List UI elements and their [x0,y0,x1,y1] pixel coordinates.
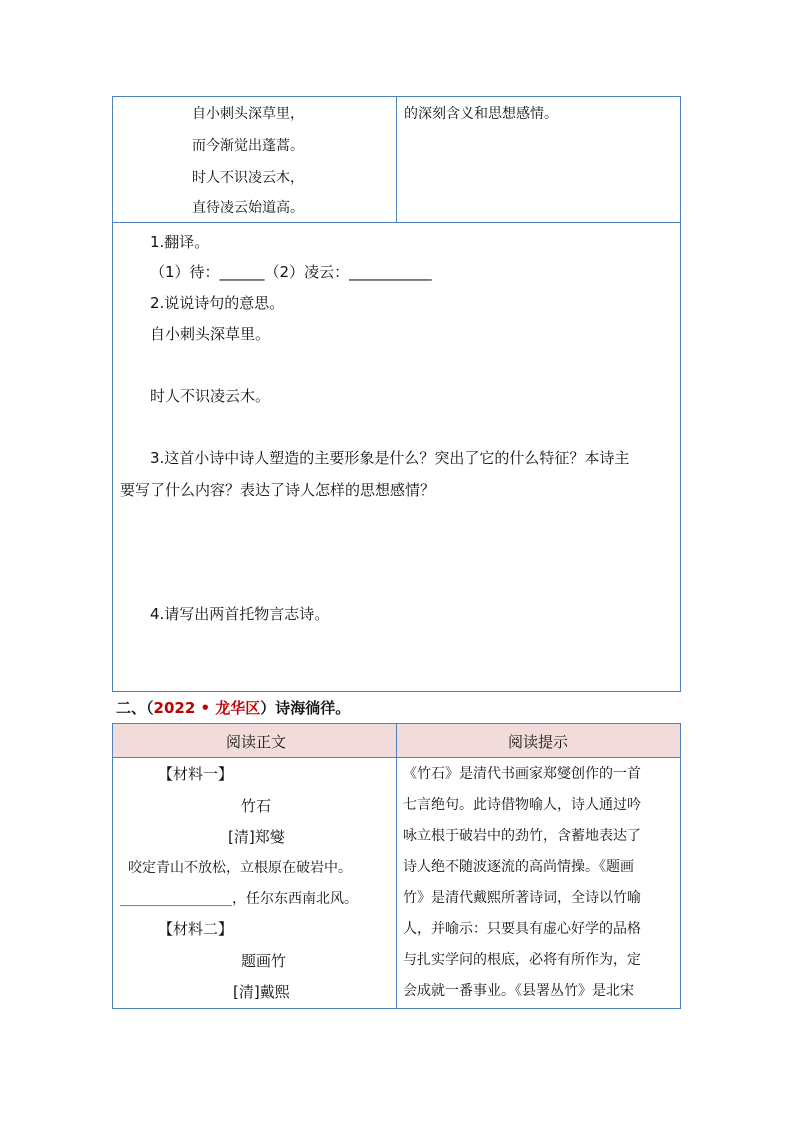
poem-1-title: 竹石 [241,797,272,815]
hint-line-6: 人，并喻示：只要具有虚心好学的品格 [403,921,641,937]
poem-line-1: 自小刺头深草里， [192,106,304,122]
table2-column-divider [396,723,397,1009]
question-1: 1.翻译。 [150,233,210,251]
material-1-label: 【材料一】 [158,765,234,783]
table1-column-divider [396,96,397,222]
question-4: 4.请写出两首托物言志诗。 [150,605,330,623]
header-reading-text: 阅读正文 [226,733,287,751]
table2-header-divider [112,757,681,758]
poem-line-2: 而今渐觉出蓬蒿。 [192,138,304,154]
section-2-suffix: ）诗海徜徉。 [260,699,351,717]
poem-line-4: 直待凌云始道高。 [192,200,304,216]
poem-1-blank: ________________ [120,891,232,907]
poem-2-title: 题画竹 [241,952,287,970]
question-2: 2.说说诗句的意思。 [150,294,285,312]
question-1-blanks: （1）待：______（2）凌云：___________ [150,263,432,281]
header-reading-hint: 阅读提示 [508,733,569,751]
hint-line-1: 《竹石》是清代书画家郑燮创作的一首 [403,766,641,782]
poem-1-author: [清]郑燮 [228,828,285,846]
question-3-line-2: 要写了什么内容？表达了诗人怎样的思想感情？ [120,481,436,499]
poem-line-3: 时人不识凌云木， [192,170,304,186]
poem-1-line-1: 咬定青山不放松，立根原在破岩中。 [128,860,352,876]
hint-line-3: 咏立根于破岩中的劲竹，含蓄地表达了 [403,828,641,844]
poem-1-line-2-text: ，任尔东西南北风。 [232,891,358,907]
section-2-source: 2022 • 龙华区 [153,699,261,717]
material-2-label: 【材料二】 [158,920,234,938]
section-2-heading [116,698,350,718]
hint-line-8: 会成就一番事业。《县署丛竹》是北宋 [403,983,634,999]
hint-line-7: 与扎实学问的根底，必将有所作为，定 [403,952,641,968]
poem-1-line-2 [120,889,358,909]
reading-hint-continuation: 的深刻含义和思想感情。 [404,106,558,122]
section-2-prefix: 二、（ [116,699,154,717]
table1-row-divider [112,222,681,223]
hint-line-5: 竹》是清代戴熙所著诗词，全诗以竹喻 [403,890,641,906]
question-3-line-1: 3.这首小诗中诗人塑造的主要形象是什么？突出了它的什么特征？本诗主 [150,449,630,467]
question-2-line-a: 自小刺头深草里。 [150,325,271,343]
hint-line-4: 诗人绝不随波逐流的高尚情操。《题画 [403,859,634,875]
question-2-line-b: 时人不识凌云木。 [150,387,271,405]
poem-2-author: [清]戴熙 [233,983,290,1001]
hint-line-2: 七言绝句。此诗借物喻人，诗人通过吟 [403,797,641,813]
